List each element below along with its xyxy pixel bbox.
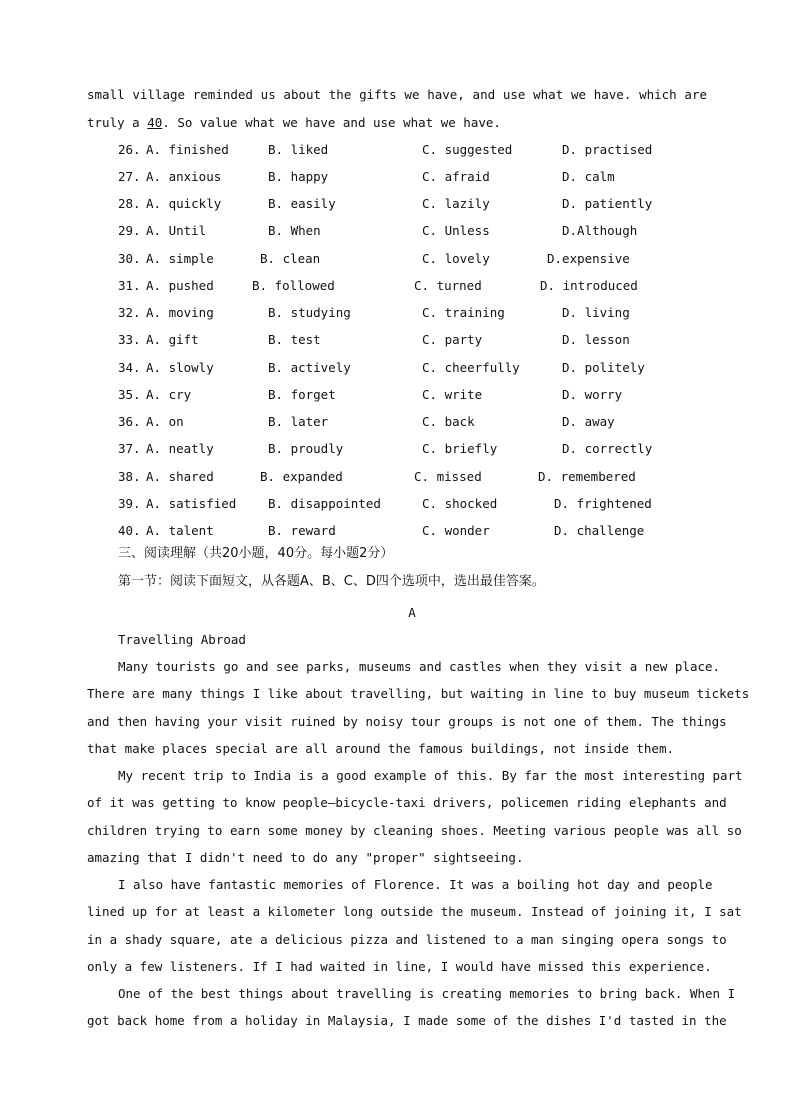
passage-line: in a shady square, ate a delicious pizza and listened to a man singing opera songs to bbox=[87, 932, 727, 947]
option-d: D. away bbox=[562, 414, 615, 429]
option-c: C. afraid bbox=[422, 169, 490, 184]
question-number: 39. bbox=[118, 496, 141, 511]
passage-line: only a few listeners. If I had waited in line, I would have missed this experience. bbox=[87, 959, 712, 974]
option-a: A. neatly bbox=[146, 441, 214, 456]
option-d: D. challenge bbox=[554, 523, 645, 538]
intro-line-2 bbox=[87, 115, 707, 131]
passage-line: One of the best things about travelling is creating memories to bring back. When I bbox=[118, 986, 736, 1001]
option-b: B. test bbox=[268, 332, 321, 347]
option-c: C. training bbox=[422, 305, 505, 320]
option-a: A. slowly bbox=[146, 360, 214, 375]
question-number: 35. bbox=[118, 387, 141, 402]
option-a: A. gift bbox=[146, 332, 199, 347]
option-a: A. cry bbox=[146, 387, 192, 402]
option-a: A. satisfied bbox=[146, 496, 237, 511]
intro-line-2-post: . So value what we have and use what we have. bbox=[162, 115, 501, 130]
option-b: B. reward bbox=[268, 523, 336, 538]
option-c: C. turned bbox=[414, 278, 482, 293]
option-b: B. proudly bbox=[268, 441, 344, 456]
option-c: C. lovely bbox=[422, 251, 490, 266]
option-c: C. Unless bbox=[422, 223, 490, 238]
option-d: D. living bbox=[562, 305, 630, 320]
option-a: A. simple bbox=[146, 251, 214, 266]
question-number: 29. bbox=[118, 223, 141, 238]
passage-title: Travelling Abroad bbox=[118, 632, 246, 647]
option-d: D. calm bbox=[562, 169, 615, 184]
option-b: B. actively bbox=[268, 360, 351, 375]
option-a: A. anxious bbox=[146, 169, 222, 184]
passage-line: and then having your visit ruined by noisy tour groups is not one of them. The things bbox=[87, 714, 727, 729]
question-number: 33. bbox=[118, 332, 141, 347]
option-c: C. shocked bbox=[422, 496, 498, 511]
option-a: A. Until bbox=[146, 223, 207, 238]
option-d: D. remembered bbox=[538, 469, 636, 484]
question-number: 32. bbox=[118, 305, 141, 320]
option-c: C. party bbox=[422, 332, 483, 347]
passage-line: My recent trip to India is a good example of this. By far the most interesting part bbox=[118, 768, 743, 783]
question-number: 37. bbox=[118, 441, 141, 456]
option-a: A. pushed bbox=[146, 278, 214, 293]
option-a: A. on bbox=[146, 414, 184, 429]
section-heading: 三、阅读理解（共20小题，40分。每小题2分） bbox=[118, 546, 394, 561]
option-a: A. quickly bbox=[146, 196, 222, 211]
option-d: D. worry bbox=[562, 387, 623, 402]
option-b: B. studying bbox=[268, 305, 351, 320]
option-d: D. lesson bbox=[562, 332, 630, 347]
option-d: D. frightened bbox=[554, 496, 652, 511]
question-number: 31. bbox=[118, 278, 141, 293]
option-b: B. When bbox=[268, 223, 321, 238]
option-c: C. wonder bbox=[422, 523, 490, 538]
option-c: C. suggested bbox=[422, 142, 513, 157]
question-number: 36. bbox=[118, 414, 141, 429]
blank-40: 40 bbox=[147, 115, 163, 130]
question-number: 28. bbox=[118, 196, 141, 211]
question-number: 26. bbox=[118, 142, 141, 157]
intro-line-2-pre: truly a bbox=[87, 115, 148, 130]
option-b: B. expanded bbox=[260, 469, 343, 484]
option-b: B. forget bbox=[268, 387, 336, 402]
option-c: C. write bbox=[422, 387, 483, 402]
section-instruction: 第一节：阅读下面短文，从各题A、B、C、D四个选项中，选出最佳答案。 bbox=[118, 574, 545, 589]
option-a: A. shared bbox=[146, 469, 214, 484]
intro-line-1: small village reminded us about the gifts we have, and use what we have. which are bbox=[87, 87, 707, 102]
option-c: C. back bbox=[422, 414, 475, 429]
passage-line: got back home from a holiday in Malaysia, I made some of the dishes I'd tasted in the bbox=[87, 1013, 727, 1028]
passage-line: amazing that I didn't need to do any "proper" sightseeing. bbox=[87, 850, 524, 865]
option-d: D. introduced bbox=[540, 278, 638, 293]
option-b: B. later bbox=[268, 414, 329, 429]
option-c: C. briefly bbox=[422, 441, 498, 456]
question-number: 40. bbox=[118, 523, 141, 538]
option-a: A. talent bbox=[146, 523, 214, 538]
passage-line: Many tourists go and see parks, museums and castles when they visit a new place. bbox=[118, 659, 721, 674]
question-number: 27. bbox=[118, 169, 141, 184]
option-b: B. clean bbox=[260, 251, 321, 266]
option-d: D. practised bbox=[562, 142, 653, 157]
passage-line: lined up for at least a kilometer long outside the museum. Instead of joining it, I sat bbox=[87, 904, 742, 919]
option-c: C. cheerfully bbox=[422, 360, 520, 375]
passage-line: children trying to earn some money by cleaning shoes. Meeting various people was all so bbox=[87, 823, 742, 838]
option-b: B. easily bbox=[268, 196, 336, 211]
passage-letter: A bbox=[408, 605, 416, 620]
option-d: D. politely bbox=[562, 360, 645, 375]
option-c: C. missed bbox=[414, 469, 482, 484]
option-d: D.Although bbox=[562, 223, 638, 238]
option-b: B. disappointed bbox=[268, 496, 381, 511]
passage-line: I also have fantastic memories of Florence. It was a boiling hot day and people bbox=[118, 877, 713, 892]
passage-line: of it was getting to know people—bicycle-taxi drivers, policemen riding elephants and bbox=[87, 795, 727, 810]
option-d: D. patiently bbox=[562, 196, 653, 211]
question-number: 34. bbox=[118, 360, 141, 375]
passage-line: that make places special are all around the famous buildings, not inside them. bbox=[87, 741, 674, 756]
option-d: D. correctly bbox=[562, 441, 653, 456]
passage-line: There are many things I like about travelling, but waiting in line to buy museum tickets bbox=[87, 686, 750, 701]
option-a: A. finished bbox=[146, 142, 229, 157]
option-d: D.expensive bbox=[547, 251, 630, 266]
option-b: B. followed bbox=[252, 278, 335, 293]
question-number: 38. bbox=[118, 469, 141, 484]
option-a: A. moving bbox=[146, 305, 214, 320]
option-c: C. lazily bbox=[422, 196, 490, 211]
option-b: B. liked bbox=[268, 142, 329, 157]
option-b: B. happy bbox=[268, 169, 329, 184]
question-number: 30. bbox=[118, 251, 141, 266]
